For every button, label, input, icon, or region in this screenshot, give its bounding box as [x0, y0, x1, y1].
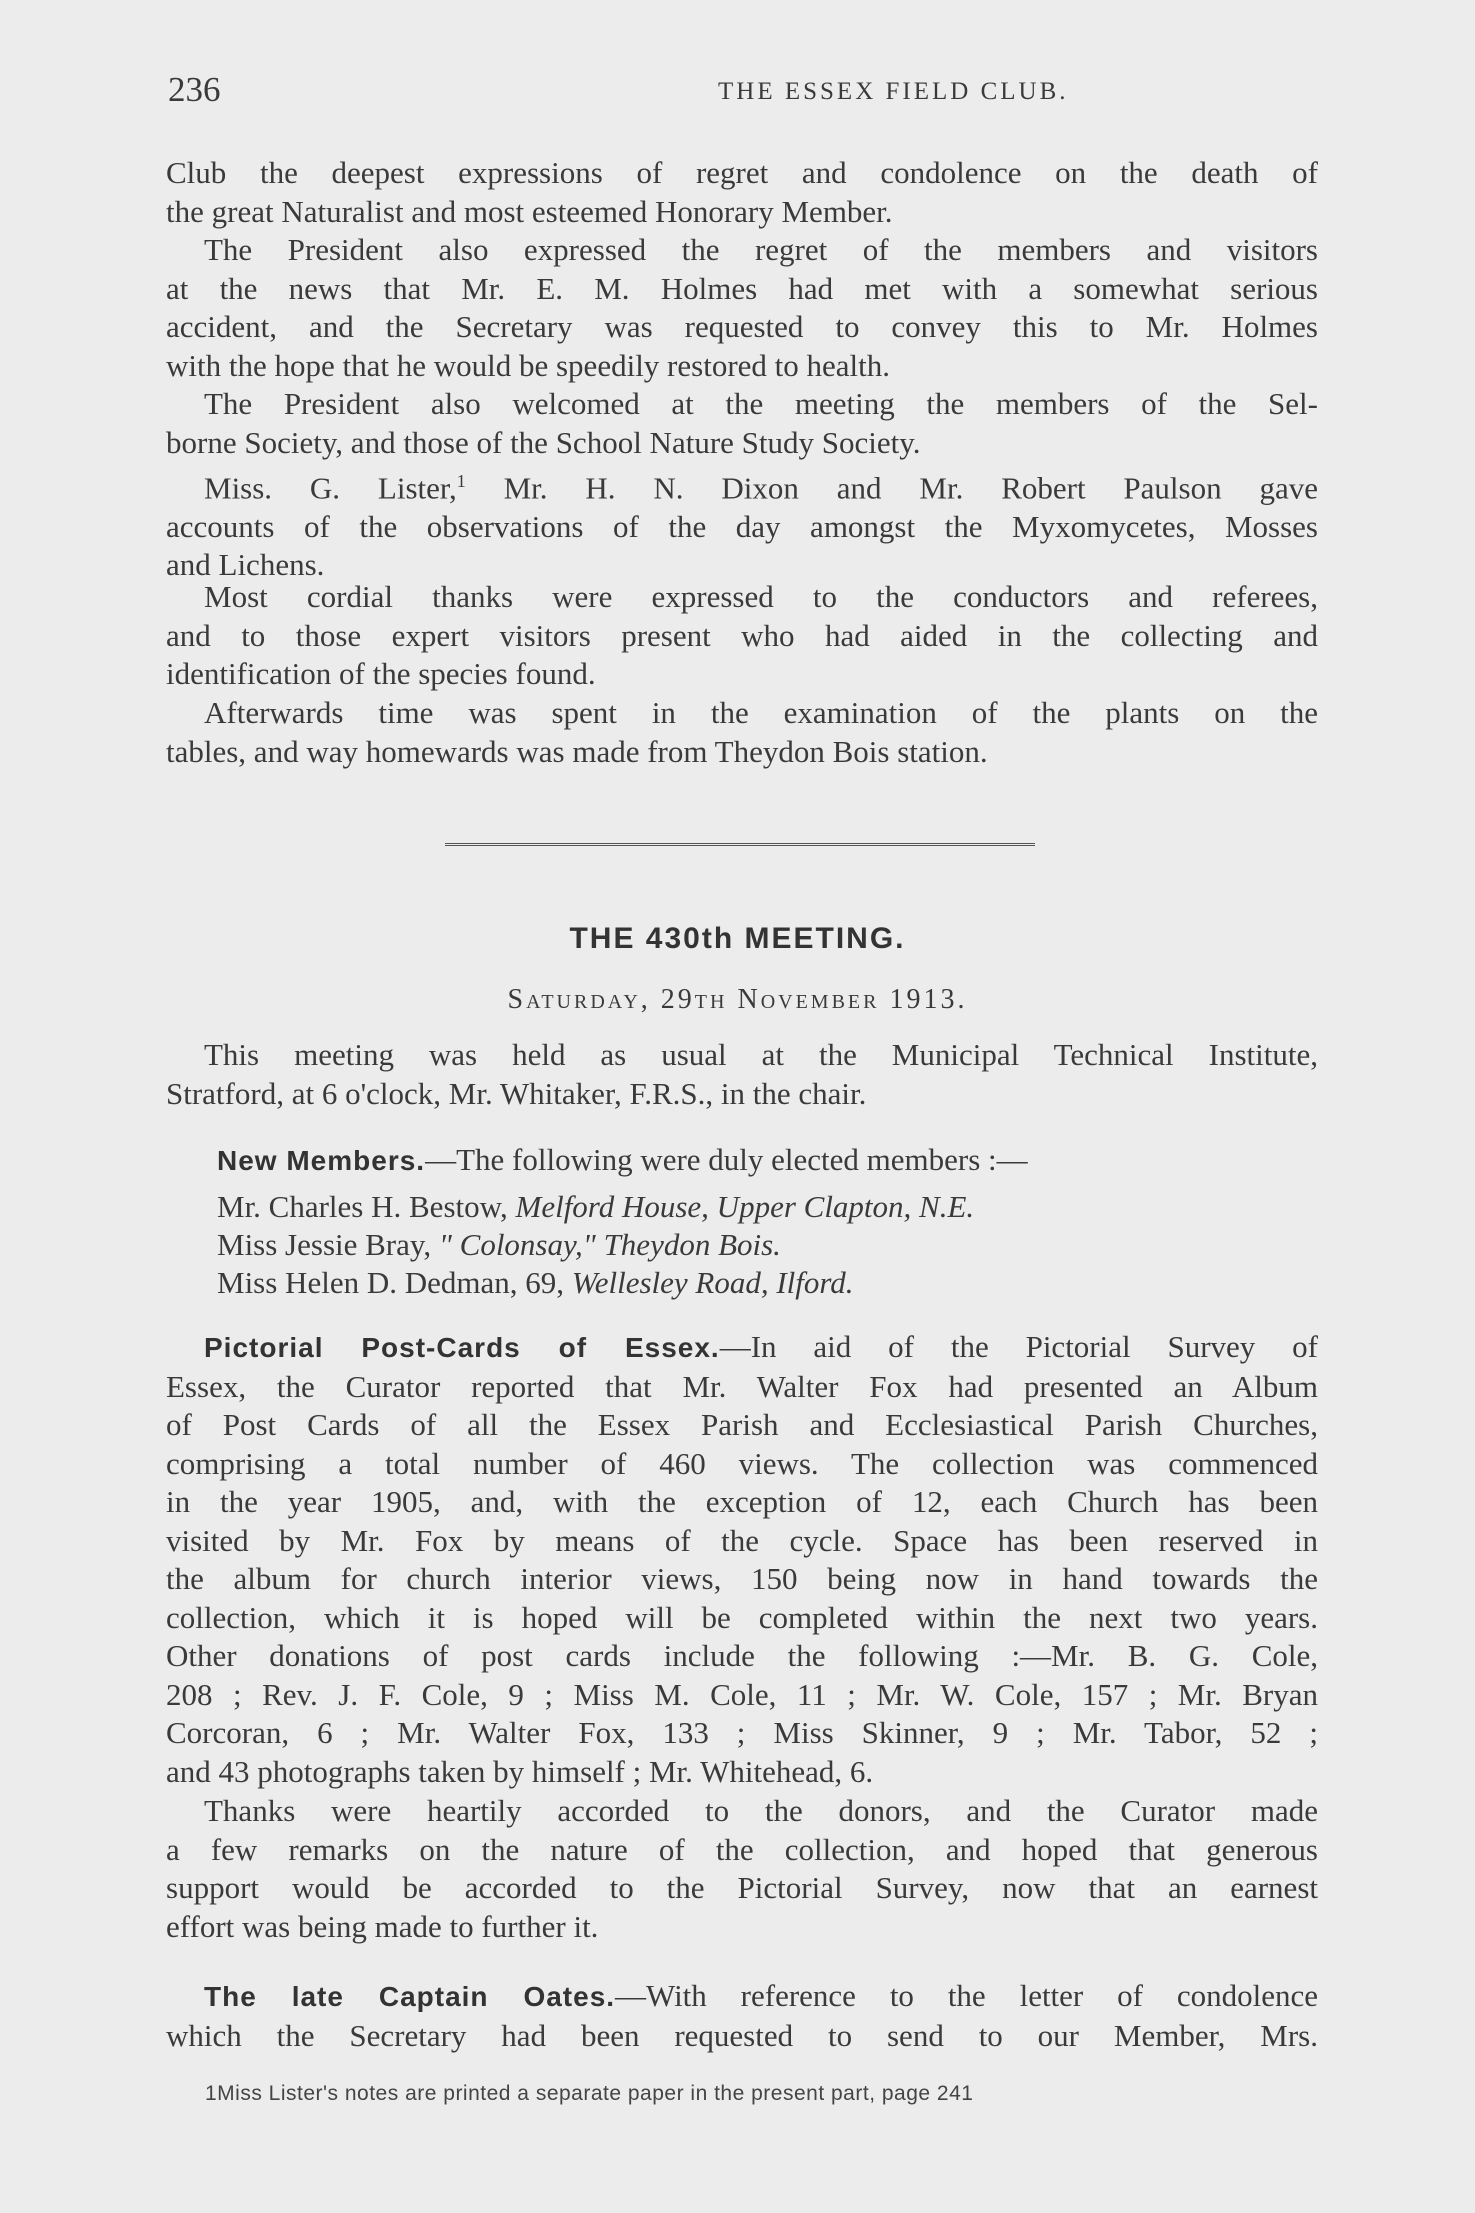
footnote-marker: 1 — [456, 471, 466, 491]
text-line: Stratford, at 6 o'clock, Mr. Whitaker, F.R.S., in the chair. — [166, 1075, 867, 1111]
meeting-title: THE 430th MEETING. — [569, 922, 906, 955]
member-address: Wellesley Road, Ilford. — [571, 1265, 854, 1300]
member-entry — [217, 1226, 781, 1264]
paragraph-selborne — [166, 385, 1318, 462]
text-span: —The following were duly elected members :— — [425, 1142, 1028, 1177]
text-line — [166, 1977, 1318, 2017]
paragraph-oates — [166, 1977, 1318, 2055]
text-span: —With reference to the letter of condolence — [615, 1978, 1318, 2013]
text-line: Thanks were heartily accorded to the donors, and the Curator made — [204, 1793, 1318, 1828]
paragraph-meeting-intro — [166, 1036, 1318, 1113]
text-line: at the news that Mr. E. M. Holmes had met with a somewhat serious — [166, 270, 1318, 306]
text-line: collection, which it is hoped will be completed within the next two years. — [166, 1599, 1318, 1635]
text-line: accounts of the observations of the day amongst the Myxomycetes, Mosses — [166, 508, 1318, 544]
member-address: Melford House, Upper Clapton, N.E. — [515, 1189, 975, 1224]
paragraph-thanks — [166, 578, 1318, 694]
text-line: of Post Cards of all the Essex Parish and Ecclesiastical Parish Churches, — [166, 1407, 1318, 1442]
page-header — [168, 70, 1318, 114]
new-members-line — [217, 1141, 1028, 1180]
text-line: and Lichens. — [166, 547, 325, 583]
text-line: effort was being made to further it. — [166, 1908, 599, 1944]
section-heading: The late Captain Oates. — [204, 1981, 616, 2012]
text-line — [166, 462, 1318, 508]
text-line: This meeting was held as usual at the Municipal Technical Institute, — [204, 1037, 1318, 1072]
meeting-date: Saturday, 29th November 1913. — [507, 984, 968, 1015]
text-line: visited by Mr. Fox by means of the cycle. Space has been reserved in — [166, 1522, 1318, 1558]
text-line: the album for church interior views, 150 being now in hand towards the — [166, 1561, 1318, 1596]
member-entry — [217, 1188, 974, 1226]
paragraph-postcards — [166, 1328, 1318, 1791]
text-line: identification of the species found. — [166, 656, 596, 691]
text-span: Miss. G. Lister, — [204, 470, 457, 506]
running-head: THE ESSEX FIELD CLUB. — [718, 78, 1069, 105]
page-number: 236 — [168, 70, 221, 109]
member-entry — [217, 1264, 854, 1302]
text-line: Club the deepest expressions of regret and condolence on the death of — [166, 155, 1318, 190]
text-line: Corcoran, 6 ; Mr. Walter Fox, 133 ; Miss Skinner, 9 ; Mr. Tabor, 52 ; — [166, 1715, 1318, 1750]
paragraph-donors — [166, 1792, 1318, 1946]
member-address: " Colonsay," Theydon Bois. — [438, 1227, 781, 1262]
section-divider — [445, 843, 1035, 846]
text-line: support would be accorded to the Pictorial Survey, now that an earnest — [166, 1870, 1318, 1905]
paragraph-lister — [166, 462, 1318, 585]
member-name: Miss Helen D. Dedman, 69, — [217, 1265, 572, 1300]
text-line: Essex, the Curator reported that Mr. Walter Fox had presented an Album — [166, 1368, 1318, 1404]
text-line: accident, and the Secretary was requested to convey this to Mr. Holmes — [166, 309, 1318, 344]
paragraph-holmes — [166, 231, 1318, 385]
text-line: a few remarks on the nature of the collection, and hoped that generous — [166, 1831, 1318, 1867]
text-line: Most cordial thanks were expressed to the conductors and referees, — [204, 579, 1318, 614]
text-line: which the Secretary had been requested to send to our Member, Mrs. — [166, 2017, 1318, 2053]
section-heading: New Members. — [217, 1145, 426, 1176]
paragraph-afterwards — [166, 694, 1318, 771]
text-line: tables, and way homewards was made from Theydon Bois station. — [166, 733, 988, 769]
member-name: Miss Jessie Bray, — [217, 1227, 439, 1262]
text-span: —In aid of the Pictorial Survey of — [719, 1329, 1318, 1364]
text-line: comprising a total number of 460 views. The collection was commenced — [166, 1445, 1318, 1481]
member-name: Mr. Charles H. Bestow, — [217, 1189, 516, 1224]
text-line: in the year 1905, and, with the exception of 12, each Church has been — [166, 1484, 1318, 1519]
footnote: 1Miss Lister's notes are printed a separate paper in the present part, page 241 — [205, 2082, 974, 2105]
text-line: The President also welcomed at the meeting the members of the Sel- — [204, 386, 1318, 421]
text-line: and to those expert visitors present who had aided in the collecting and — [166, 617, 1318, 653]
text-line: Afterwards time was spent in the examination of the plants on the — [204, 695, 1318, 730]
text-line: 208 ; Rev. J. F. Cole, 9 ; Miss M. Cole, 11 ; Mr. W. Cole, 157 ; Mr. Bryan — [166, 1676, 1318, 1712]
text-line: borne Society, and those of the School Nature Study Society. — [166, 424, 921, 460]
text-line: The President also expressed the regret of the members and visitors — [204, 232, 1318, 267]
text-line: and 43 photographs taken by himself ; Mr. Whitehead, 6. — [166, 1753, 874, 1789]
text-line — [166, 1328, 1318, 1368]
paragraph-condolence — [166, 154, 1318, 231]
text-line: Other donations of post cards include the following :—Mr. B. G. Cole, — [166, 1638, 1318, 1673]
section-heading: Pictorial Post-Cards of Essex. — [204, 1332, 720, 1363]
text-span: Mr. H. N. Dixon and Mr. Robert Paulson gave — [465, 470, 1318, 506]
text-line: with the hope that he would be speedily restored to health. — [166, 347, 891, 383]
text-line: the great Naturalist and most esteemed Honorary Member. — [166, 193, 893, 229]
